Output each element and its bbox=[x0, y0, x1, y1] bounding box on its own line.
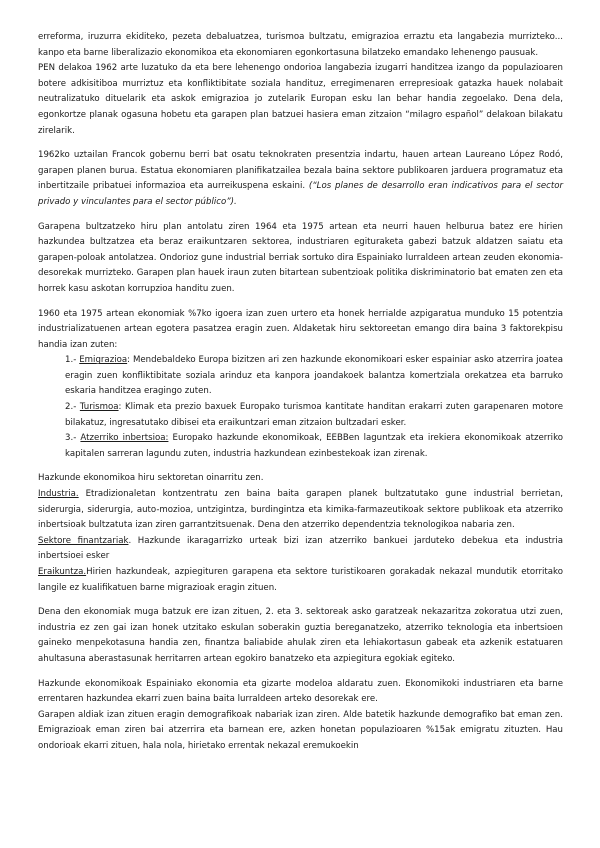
paragraph-1960-1975: 1960 eta 1975 artean ekonomiak %7ko igoera izan zuen urtero eta honek herrialde azpigaratua munduko 15 potentzia industrializatuenen artean egotera pasatzea eragin zuen. Aldaketak hiru sektoreetan emango dira baina 3 faktorekpisu handia izan zuten: bbox=[38, 308, 563, 350]
list-number: 3.- bbox=[65, 433, 77, 444]
paragraph-hazkunde-ekonomikoa: Hazkunde ekonomikoak Espainiako ekonomia eta gizarte modeloa aldaratu zuen. Ekonomikoki industriaren eta barne errentaren hazkundea ekarri zuen baina baita lurraldeen arteko desorekak ere. bbox=[38, 678, 563, 705]
list-item-inbertsioa bbox=[38, 431, 563, 462]
paragraph-mugak: Dena den ekonomiak muga batzuk ere izan zituen, 2. eta 3. sektoreak asko garatzeak nekazaritza zokoratua utzi zuen, industria ez zen gai izan honek utzitako eskulan soberakin guztia bereganatzeko, atzerriko teknologia eta inbertsioen gaineko menpekotasuna handia zen, finantza baliabide ahulak ziren eta lehiakortasun gabeak eta azkenik estatuaren ahultasuna aberastasunak herritarren artean egokiro banatzeko eta azpiegitura egokiak egiteko. bbox=[38, 607, 563, 664]
list-term: Atzerriko inbertsioa: bbox=[80, 433, 169, 444]
list-text: Europako hazkunde ekonomikoak, EEBBen laguntzak eta irekiera ekonomikoak atzerriko kapitalen sarreran lagundu zuten, industria hazkundean ezinbestekoak izan zirenak. bbox=[65, 433, 564, 459]
paragraph-garapena: Garapena bultzatzeko hiru plan antolatu ziren 1964 eta 1975 artean eta neurri hauen helburua batez ere hirien hazkundea bultzatzea eta beraz eraikuntzaren sektorea, industriaren egituraketa gabezi batzuk aldatzen saiatu eta garapen-poloak antolatzea. Ondorioz gune industrial berriak sortuko dira Espainiako lurraldeen artean zeuden ekonomia-desorekak murrizteko. Garapen plan hauek iraun zuten bitartean subentzioak politika diskriminatorio bat ematen zen eta horrek kasu askotan korrupzioa handitu zuen. bbox=[38, 221, 563, 294]
sector-text: . Hazkunde ikaragarrizko urteak bizi izan atzerriko bankuei jarduteko debekua eta industria inbertsioei esker bbox=[38, 535, 563, 562]
list-term: Emigrazioa bbox=[79, 355, 128, 366]
list-text: : Klimak eta prezio baxuek Europako turismoa kantitate handitan erakarri zuten garapenaren motore bilakatuz, ingresatutako dibisei eta eraikuntzari eman zitzaion bultzadari esker. bbox=[65, 402, 564, 428]
paragraph-pen: PEN delakoa 1962 arte luzatuko da eta bere lehenengo ondorioa langabezia izugarri handitzea izango da populazioaren botere adkisitiboa murriztuz eta konfliktibitate soziala handituz, erregimenaren errepresioak gatazka hauek nolabait neutralizatuko dituelarik eta askok emigrazioa jo zutelarik Europan esku lan behar handia zegoelako. Dena dela, egonkortze planak ogasuna hobetu eta garapen plan batzuei hasiera eman zitzaion “milagro español” delakoan bilakatu zirelarik. bbox=[38, 63, 563, 136]
sector-text: Etradizionaletan kontzentratu zen baina baita garapen planek bultzatutako gune industrial berrietan, siderurgia, siderurgia, auto-mozioa, untzigintza, burdingintza eta kimika-farmazeutikoak sektore publikoak eta atzerriko inbertsioak bultzatuta izan ziren garrantzitsuenak. Dena den atzerriko dependentzia teknologikoa nabaria zen. bbox=[38, 489, 563, 531]
paragraph-1962-text: 1962ko uztailan Francok gobernu berri bat osatu teknokraten presentzia indartu, hauen artean Laureano López Rodó, garapen planen burua. Estatua ekonomiaren planifikatzailea bezala baina sektore publikoaren jarduera programatuz eta inbertitzaile pribatuei informazioa eta aurreikuspena eskaini. bbox=[38, 150, 563, 192]
sector-text: Hirien hazkundeak, azpiegituren garapena eta sektore turistikoaren gorakadak nekazal mundutik etorritako langile ez kualifikatuen barne migrazioak eragin zituen. bbox=[38, 567, 563, 593]
paragraph-1962 bbox=[38, 148, 563, 210]
list-item-emigrazioa bbox=[38, 353, 563, 400]
sector-industria bbox=[38, 487, 563, 534]
list-number: 1.- bbox=[65, 355, 77, 366]
list-item-turismoa bbox=[38, 400, 563, 431]
paragraph-garapen-aldiak: Garapen aldiak izan zituen eragin demografikoak nabariak izan ziren. Alde batetik hazkunde demografiko bat eman zen. Emigrazioak eman ziren bai atzerrira eta barnean ere, azken honetan populazioaren %15ak emigratu zituzten. Hau ondorioak ekarri zituen, hala nola, hirietako errentak nekazal eremukoekin bbox=[38, 709, 563, 751]
sector-term: Industria. bbox=[38, 489, 79, 500]
paragraph-erreforma: erreforma, iruzurra ekiditeko, pezeta debaluatzea, turismoa bultzatu, emigrazioa erraztu eta langabezia murrizteko... kanpo eta barne liberalizazio ekonomikoa eta ekonomiaren egonkortasuna bilatzeko emandako lehenengo pausuak. bbox=[38, 32, 563, 58]
sector-finantzariak bbox=[38, 534, 563, 565]
sector-term: Eraikuntza. bbox=[38, 567, 87, 577]
list-number: 2.- bbox=[65, 402, 77, 413]
sector-eraikuntza bbox=[38, 565, 563, 596]
list-term: Turismoa bbox=[79, 402, 119, 413]
list-text: : Mendebaldeko Europa bizitzen ari zen hazkunde ekonomikoari esker espainiar asko atzerrira joatea eragin zuen konfliktibitate soziala arinduz eta kanpora joandakoek balantza komertziala orekatzea eta barruko eskaria handitzea eragingo zuten. bbox=[65, 355, 563, 397]
paragraph-sectors-intro: Hazkunde ekonomikoa hiru sektoretan oinarritu zen. bbox=[38, 473, 264, 484]
document-page bbox=[38, 30, 563, 755]
sector-term: Sektore finantzariak bbox=[38, 535, 129, 546]
planes-quote: (“Los planes de desarrollo eran indicativos para el sector privado y vinculantes para el sector público”). bbox=[38, 181, 563, 207]
